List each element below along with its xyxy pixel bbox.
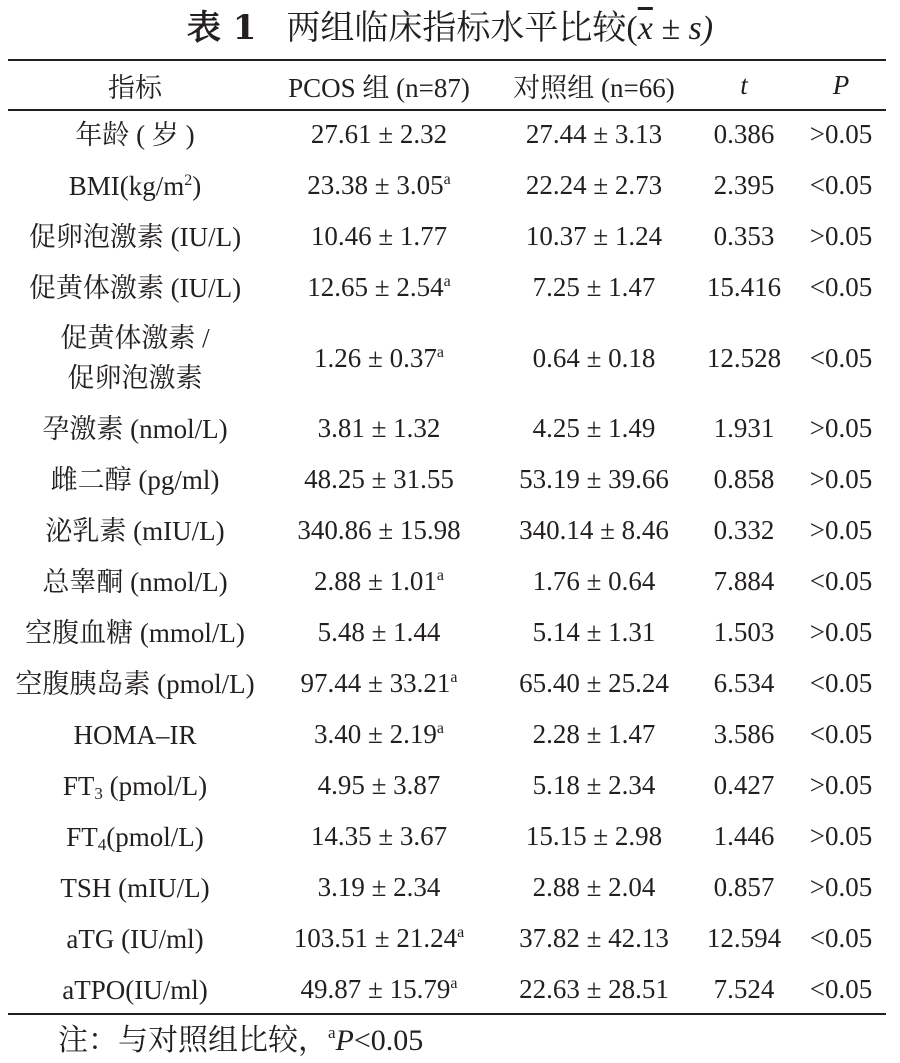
cell-control: 53.19 ± 39.66 (519, 464, 669, 494)
footnote-prefix: 注：与对照组比较， (58, 1024, 328, 1057)
cell-indicator: 孕激素 (nmol/L) (42, 413, 228, 444)
significance-mark: a (443, 273, 451, 290)
cell-control: 5.18 ± 2.34 (532, 770, 656, 800)
cell-pcos: 3.19 ± 2.34 (317, 872, 441, 902)
superscript: 2 (184, 171, 193, 189)
cell-p: <0.05 (809, 566, 873, 596)
cell-t: 1.931 (713, 413, 775, 443)
cell-control: 27.44 ± 3.13 (525, 119, 663, 149)
table-row (8, 211, 886, 262)
cell-p: <0.05 (809, 272, 873, 302)
significance-mark: a (450, 669, 458, 686)
cell-control: 22.63 ± 28.51 (519, 974, 669, 1004)
cell-pcos: 23.38 ± 3.05$^a$ (307, 170, 451, 200)
significance-mark: a (436, 567, 444, 584)
cell-control: 2.88 ± 2.04 (532, 872, 656, 902)
cell-p: >0.05 (809, 515, 873, 545)
footnote-rest: <0.05 (353, 1024, 424, 1057)
cell-indicator: 促黄体激素 (IU/L) (28, 272, 242, 303)
cell-p: >0.05 (809, 770, 873, 800)
table-row (8, 964, 886, 1015)
significance-mark: a (457, 924, 465, 941)
table-header-row (8, 61, 886, 109)
table-row (8, 403, 886, 454)
cell-pcos: 27.61 ± 2.32 (310, 119, 448, 149)
subscript: 3 (94, 783, 103, 803)
cell-indicator: 总睾酮 (nmol/L) (42, 566, 228, 597)
cell-t: 12.594 (706, 923, 782, 953)
cell-control: 15.15 ± 2.98 (525, 821, 663, 851)
cell-control: 37.82 ± 42.13 (519, 923, 669, 953)
cell-indicator: 雌二醇 (pg/ml) (50, 464, 220, 495)
cell-p: >0.05 (809, 464, 873, 494)
title-stat-mean: $\overline{x}$ (637, 10, 653, 47)
cell-indicator: $FT_3$ (pmol/L) (62, 770, 208, 803)
table-row (8, 913, 886, 964)
cell-t: 6.534 (713, 668, 775, 698)
title-stat-rest: ± s) (652, 10, 714, 47)
cell-t: 0.386 (713, 119, 775, 149)
footnote-mark: a (328, 1023, 336, 1042)
column-header-t: t (740, 69, 748, 100)
cell-t: 15.416 (706, 272, 782, 302)
cell-indicator: $BMI(kg/m^2)$ (68, 170, 202, 201)
cell-pcos: 97.44 ± 33.21$^a$ (300, 668, 458, 698)
cell-p: >0.05 (809, 221, 873, 251)
cell-p: >0.05 (809, 872, 873, 902)
cell-t: 1.503 (713, 617, 775, 647)
cell-indicator: 年龄 ( 岁 ) (75, 119, 195, 150)
table-row (8, 313, 886, 403)
cell-indicator: HOMA–IR (73, 719, 197, 750)
table-footnote (58, 1019, 423, 1063)
cell-t: 0.858 (713, 464, 775, 494)
cell-indicator: 空腹血糖 (mmol/L) (25, 617, 245, 648)
cell-t: 0.857 (713, 872, 775, 902)
table-row (8, 658, 886, 709)
cell-indicator: 泌乳素 (mIU/L) (45, 515, 225, 546)
cell-control: 5.14 ± 1.31 (532, 617, 656, 647)
cell-p: <0.05 (809, 923, 873, 953)
column-header-p: P (832, 69, 850, 100)
cell-pcos: 49.87 ± 15.79$^a$ (300, 974, 458, 1004)
table-row (8, 607, 886, 658)
table-title-text: 两组临床指标水平比较 (286, 10, 627, 47)
cell-pcos: 3.81 ± 1.32 (317, 413, 441, 443)
cell-t: 7.524 (713, 974, 775, 1004)
cell-pcos: 10.46 ± 1.77 (310, 221, 448, 251)
table-label: 表 1 (186, 8, 257, 48)
cell-pcos: 103.51 ± 21.24$^a$ (293, 923, 465, 953)
cell-control: 0.64 ± 0.18 (532, 342, 656, 373)
table-row (8, 556, 886, 607)
column-header-pcos: PCOS 组 (n=87) (288, 72, 470, 103)
table-row (8, 862, 886, 913)
cell-pcos: 2.88 ± 1.01$^a$ (314, 566, 444, 596)
cell-pcos: 3.40 ± 2.19$^a$ (314, 719, 444, 749)
cell-p: >0.05 (809, 617, 873, 647)
column-header-control: 对照组 (n=66) (513, 72, 675, 103)
table-row (8, 709, 886, 760)
cell-p: <0.05 (809, 170, 873, 200)
cell-pcos: 1.26 ± 0.37$^a$ (314, 342, 444, 373)
cell-indicator: 促黄体激素 / 促卵泡激素 (60, 323, 210, 393)
cell-t: 0.353 (713, 221, 775, 251)
footnote-stat: P (335, 1024, 354, 1057)
cell-p: <0.05 (809, 719, 873, 749)
cell-pcos: 4.95 ± 3.87 (317, 770, 441, 800)
cell-t: 7.884 (713, 566, 775, 596)
table-row (8, 109, 886, 160)
cell-control: 1.76 ± 0.64 (532, 566, 656, 596)
cell-p: >0.05 (809, 119, 873, 149)
cell-indicator: 空腹胰岛素 (pmol/L) (15, 668, 255, 699)
cell-t: 1.446 (713, 821, 775, 851)
cell-control: 4.25 ± 1.49 (532, 413, 656, 443)
subscript: 4 (97, 834, 107, 854)
title-stat-open: ( (626, 10, 638, 47)
cell-pcos: 48.25 ± 31.55 (304, 464, 454, 494)
table-row (8, 811, 886, 862)
table-row (8, 262, 886, 313)
cell-pcos: 14.35 ± 3.67 (310, 821, 448, 851)
cell-indicator: 促卵泡激素 (IU/L) (28, 221, 242, 252)
cell-p: >0.05 (809, 821, 873, 851)
cell-t: 0.332 (713, 515, 775, 545)
cell-t: 2.395 (713, 170, 775, 200)
cell-indicator: aTPO(IU/ml) (62, 974, 208, 1005)
cell-pcos: 5.48 ± 1.44 (317, 617, 441, 647)
cell-indicator: aTG (IU/ml) (66, 923, 204, 954)
cell-p: >0.05 (809, 413, 873, 443)
cell-control: 22.24 ± 2.73 (525, 170, 663, 200)
cell-control: 7.25 ± 1.47 (532, 272, 656, 302)
cell-t: 12.528 (706, 342, 782, 373)
data-table (8, 61, 886, 1015)
cell-pcos: 12.65 ± 2.54$^a$ (307, 272, 451, 302)
column-header-indicator: 指标 (108, 72, 162, 103)
table-row (8, 160, 886, 211)
cell-indicator: $FT_4(pmol/L)$ (66, 821, 204, 854)
table-title (0, 4, 900, 53)
cell-control: 65.40 ± 25.24 (519, 668, 669, 698)
cell-p: <0.05 (809, 974, 873, 1004)
cell-control: 340.14 ± 8.46 (519, 515, 669, 545)
cell-t: 3.586 (713, 719, 775, 749)
cell-control: 2.28 ± 1.47 (532, 719, 656, 749)
significance-mark: a (436, 720, 444, 737)
cell-control: 10.37 ± 1.24 (525, 221, 663, 251)
cell-p: <0.05 (809, 342, 873, 373)
cell-t: 0.427 (713, 770, 775, 800)
cell-p: <0.05 (809, 668, 873, 698)
significance-mark: a (443, 171, 451, 188)
cell-pcos: 340.86 ± 15.98 (297, 515, 461, 545)
significance-mark: a (450, 975, 458, 992)
table-row (8, 454, 886, 505)
table-row (8, 760, 886, 811)
table-row (8, 505, 886, 556)
cell-indicator: TSH (mIU/L) (60, 872, 210, 903)
significance-mark: a (436, 343, 444, 361)
